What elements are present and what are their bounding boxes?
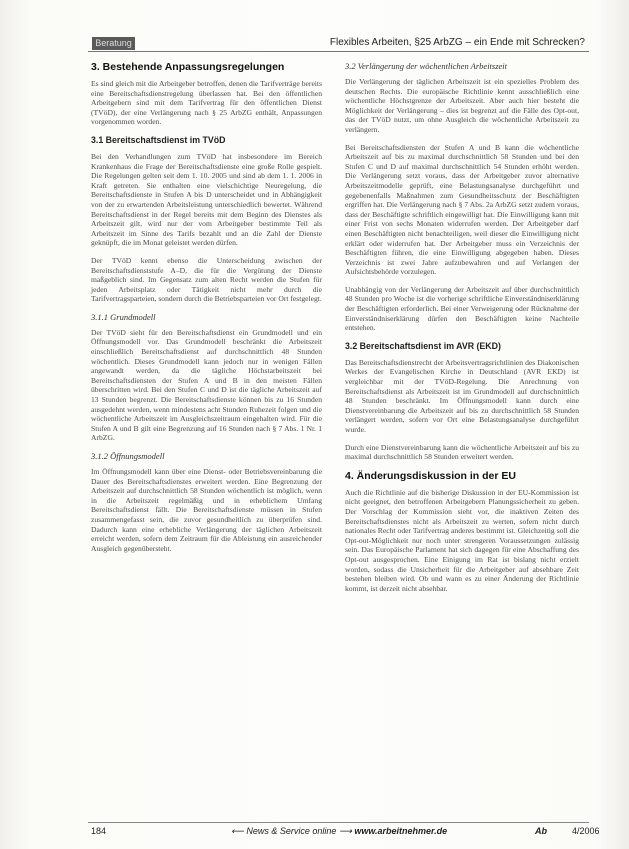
footer-divider — [88, 822, 589, 823]
page-number: 184 — [91, 826, 107, 836]
section-badge: Beratung — [92, 37, 135, 50]
paragraph: Das Bereitschaftsdienstrecht der Arbeitsvertragsrichtlinien des Diakonischen Werkes der Evangelischen Kirche in Deutschland (AVR EKD) ist vergleichbar mit der TVöD-Regelung. Die Anrechnung von Bereitschaftsdienst als Arbeitszeit ist im Grundmodell auf durchschnittlich 48 Stunden beschränkt. Im Öffnungsmodell kann durch eine Dienstvereinbarung die Arbeitszeit auf bis zu durchschnittlich 58 Stunden verlängert werden, sofern vor Ort eine Belastungsanalyse durchgeführt wurde. — [345, 357, 579, 434]
subsection-heading: 3.2 Verlängerung der wöchentlichen Arbeitszeit — [345, 61, 508, 71]
paragraph: Bei den Verhandlungen zum TVöD hat insbesondere im Bereich Krankenhaus die Frage der Bereitschaftsdienste eine große Rolle gespielt. Die Regelungen gelten seit dem 1. 10. 2005 und sind ab dem 1. 1. 2006 in Kraft getreten. Sie enthalten eine vielschichtige Neuregelung, die Bereitschaftsdienste in Stufen A bis D unterscheidet und in Abhängigkeit von der zu erwartenden Arbeitsleistung unterschiedlich bewertet. Während Bereitschaftsdienst in der Regel bereits mit dem Beginn des Dienstes als Arbeitszeit gilt, wird nur der vom Arbeitgeber bestimmte Teil als Arbeitszeit im Sinne des Tarifs bezahlt und an die Zahl der Dienste geknüpft, die im Monat geleistet werden dürfen. — [91, 151, 322, 248]
paragraph: Durch eine Dienstvereinbarung kann die wöchentliche Arbeitszeit auf bis zu maximal durchschnittlich 58 Stunden erweitert werden. — [345, 442, 579, 462]
paragraph: Unabhängig von der Verlängerung der Arbeitszeit auf über durchschnittlich 48 Stunden pro Woche ist die vorherige schriftliche Einverständniserklärung der Beschäftigten erforderlich. Bei einer Verweigerung oder Rücknahme der Einverständniserklärung dürfen den Beschäftigten keine Nachteile entstehen. — [345, 284, 579, 333]
paragraph: Auch die Richtlinie auf die bisherige Diskussion in der EU-Kommission ist nicht geeignet, den betroffenen Arbeitgebern Planungssicherheit zu geben. Der Vorschlag der Kommission sieht vor, die inaktiven Zeiten des Bereitschaftsdienstes nicht als Arbeitszeit zu werten, sofern nicht durch nationales Recht oder Tarifvertrag anderes bestimmt ist. Gleichzeitig soll die Opt-out-Möglichkeit nur noch unter strengeren Voraussetzungen zulässig sein. Das Europäische Parlament hat sich dagegen für eine Abschaffung des Opt-out ausgesprochen. Eine Einigung im Rat ist bislang nicht erzielt worden, sodass die Unsicherheit für die Arbeitgeber auf absehbare Zeit bestehen bleiben wird. Ob und wann es zu einer Änderung der Richtlinie kommt, ist derzeit nicht absehbar. — [345, 487, 579, 593]
subsection-heading: 3.2 Bereitschaftsdienst im AVR (EKD) — [345, 340, 501, 351]
subsection-heading: 3.1 Bereitschaftsdienst im TVöD — [91, 134, 226, 145]
issue-number: 4/2006 — [572, 826, 600, 836]
header-divider — [88, 51, 589, 52]
paragraph: Bei Bereitschaftsdiensten der Stufen A und B kann die wöchentliche Arbeitszeit auf bis zu maximal durchschnittlich 58 Stunden und bei den Stufen C und D auf maximal durchschnittlich 54 Stunden erhöht werden. Die Verlängerung setzt voraus, dass der Arbeitgeber zuvor alternative Arbeitszeitmodelle geprüft, eine Belastungsanalyse durchgeführt und gegebenenfalls Maßnahmen zum Gesundheitsschutz der Beschäftigten ergriffen hat. Die Verlängerung nach § 7 Abs. 2a ArbZG setzt zudem voraus, dass der Beschäftigte schriftlich eingewilligt hat. Die Einwilligung kann mit einer Frist von sechs Monaten widerrufen werden. Der Arbeitgeber darf einen Beschäftigten nicht benachteiligen, weil dieser die Einwilligung nicht erklärt oder widerrufen hat. Der Arbeitgeber muss ein Verzeichnis der Beschäftigten führen, die eine Einwilligung abgegeben haben. Dieses Verzeichnis ist zwei Jahre aufzubewahren und auf Verlangen der Aufsichtsbehörde vorzulegen. — [345, 142, 579, 277]
footer-url-link[interactable]: www.arbeitnehmer.de — [354, 826, 448, 836]
subsubsection-heading: 3.1.1 Grundmodell — [91, 311, 156, 322]
left-column — [91, 61, 322, 561]
subsubsection-heading: 3.1.2 Öffnungsmodell — [91, 451, 165, 461]
right-column — [345, 61, 579, 601]
running-title: Flexibles Arbeiten, §25 ArbZG – ein Ende mit Schrecken? — [329, 37, 585, 48]
magazine-logo: Ab — [535, 826, 547, 836]
section-heading: 3. Bestehende Anpassungsregelungen — [91, 61, 285, 73]
paragraph: Es sind gleich mit die Arbeitgeber betroffen, denen die Tarifverträge bereits eine Bereitschaftsdienstregelung überlassen hat. Bei den öffentlichen Arbeitgebern sind mit dem Tarifvertrag für den öffentlichen Dienst (TVöD), der eine Verlängerung nach § 25 ArbZG enthält, Anpassungen vorgenommen worden. — [91, 79, 322, 127]
paragraph: Der TVöD sieht für den Bereitschaftsdienst ein Grundmodell und ein Öffnungsmodell vor. Das Grundmodell beschränkt die Arbeitszeit einschließlich Bereitschaftsdienst auf durchschnittlich 48 Stunden wöchentlich. Dieses Grundmodell kann jedoch nur in wenigen Fällen angewandt werden, da die tägliche Höchstarbeitszeit bei Bereitschaftsdiensten der Stufen A und B in den meisten Fällen überschritten wird. Bei den Stufen C und D ist die tägliche Arbeitszeit auf 13 Stunden begrenzt. Die Bereitschaftsdienste können bis zu 16 Stunden ausgedehnt werden, wenn mindestens acht Stunden Ruhezeit folgen und die wöchentliche Arbeitszeit im Ausgleichszeitraum eingehalten wird. Für die Stufen A und B gilt eine Begrenzung auf 16 Stunden nach § 7 Abs. 1 Nr. 1 ArbZG. — [91, 327, 322, 443]
section-heading: 4. Änderungsdiskussion in der EU — [345, 469, 516, 482]
paragraph: Im Öffnungsmodell kann über eine Dienst- oder Betriebsvereinbarung die Dauer des Bereitschaftsdienstes erweitert werden. Eine Begrenzung der Arbeitszeit auf durchschnittlich 58 Stunden wöchentlich ist möglich, wenn in die Arbeitszeit regelmäßig und in erheblichem Umfang Bereitschaftsdienst fällt. Die Bereitschaftsdienste müssen in Stufen zusammengefasst sein, die zuvor gesundheitlich zu überprüfen sind. Dadurch kann eine erhebliche Verlängerung der täglichen Arbeitszeit erreicht werden, sofern dem Zeitraum für die Ableistung ein ausreichender Ausgleich gegenübersteht. — [91, 467, 322, 553]
paragraph: Die Verlängerung der täglichen Arbeitszeit ist ein spezielles Problem des deutschen Rechts. Die europäische Richtlinie kennt ausschließlich eine wöchentliche Höchstgrenze der Arbeitszeit. Aber auch hier besteht die Möglichkeit der Verlängerung – dies ist begrenzt auf die Fälle des Opt-out, das der TVöD nutzt, um ohne Ausgleich die wöchentliche Arbeitszeit zu verlängern. — [345, 77, 579, 134]
footer-promo-text: ⟵ News & Service online ⟶ — [231, 826, 352, 836]
paragraph: Der TVöD kennt ebenso die Unterscheidung zwischen der Bereitschaftsdienststufe A–D, die für die Vergütung der Dienste maßgeblich sind. Im Gegensatz zum alten Recht werden die Stufen für jeden Arbeitsplatz oder Tätigkeit nicht mehr durch die Tarifvertragsparteien, sondern durch die Betriebsparteien vor Ort festgelegt. — [91, 255, 322, 304]
footer-promo — [231, 826, 447, 837]
